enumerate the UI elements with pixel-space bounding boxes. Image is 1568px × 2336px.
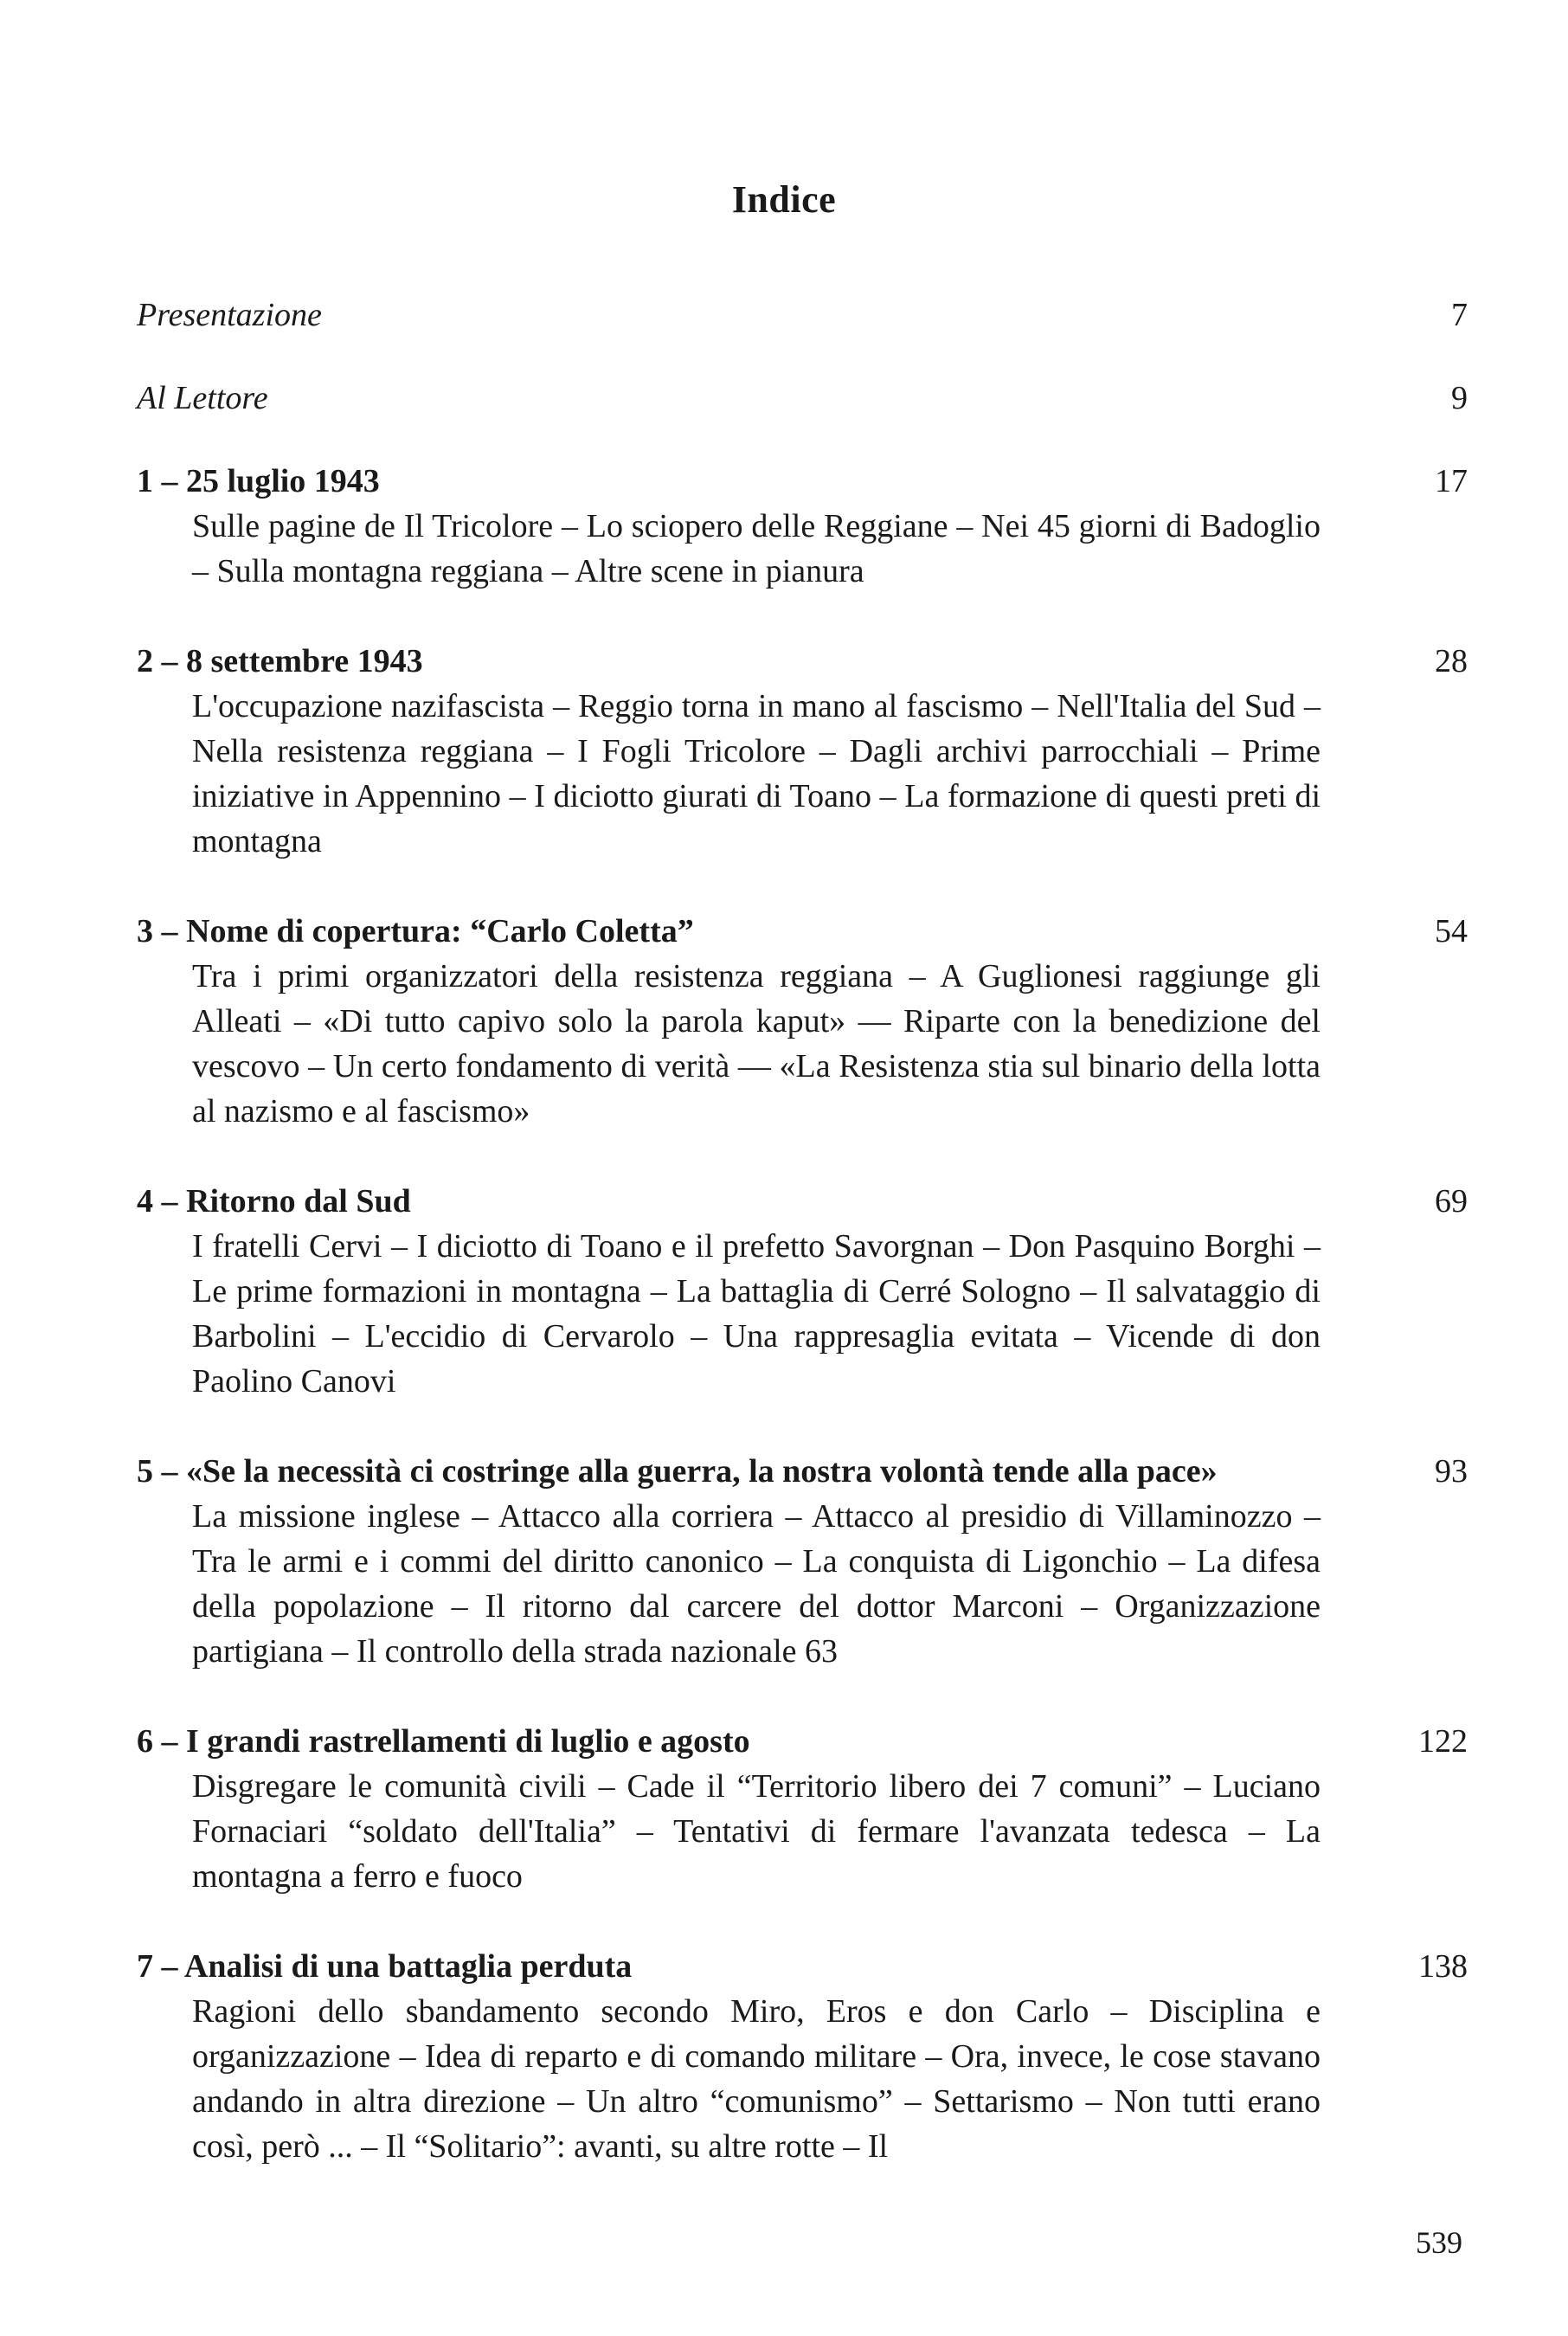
toc-entry-chapter-3 — [137, 909, 1468, 1134]
toc-entry-title: Al Lettore — [137, 380, 268, 416]
toc-entry-description: Tra i primi organizzatori della resistenza reggiana – A Guglionesi raggiunge gli Alleati – «Di tutto capivo solo la parola kaput» — Riparte con la benedizione del vescovo – Un certo fondamento di verità — «La Resistenza stia sul binario della lotta al nazismo e al fascismo» — [192, 958, 1321, 1129]
toc-entry-chapter-6 — [137, 1719, 1468, 1899]
toc-entry-title: 4 – Ritorno dal Sud — [137, 1183, 411, 1219]
toc-entry-description: I fratelli Cervi – I diciotto di Toano e il prefetto Savorgnan – Don Pasquino Borghi – Le prime formazioni in montagna – La battaglia di Cerré Sologno – Il salvataggio di Barbolini – L'eccidio di Cervarolo – Una rappresaglia evitata – Vicende di don Paolino Canovi — [192, 1228, 1321, 1400]
toc-entry-head — [137, 1449, 1468, 1494]
toc-entry-head — [137, 909, 1468, 954]
toc-entry-page-number: 7 — [1451, 297, 1468, 333]
toc-entry-title: 6 – I grandi rastrellamenti di luglio e agosto — [137, 1723, 750, 1760]
toc-entry-description: La missione inglese – Attacco alla corriera – Attacco al presidio di Villaminozzo – Tra le armi e i commi del diritto canonico – La conquista di Ligonchio – La difesa della popolazione – Il ritorno dal carcere del dottor Marconi – Organizzazione partigiana – Il controllo della strada nazionale 63 — [192, 1498, 1321, 1670]
toc-entry-chapter-7 — [137, 1944, 1468, 2169]
toc-entry-chapter-4 — [137, 1179, 1468, 1404]
toc-entry-page-number: 28 — [1435, 643, 1468, 679]
toc-entry-head — [137, 1944, 1468, 1989]
toc-entry-head — [137, 639, 1468, 684]
toc-entry-head — [137, 376, 1468, 421]
toc-entry-presentazione — [137, 293, 1468, 338]
toc-entry-description: L'occupazione nazifascista – Reggio torna in mano al fascismo – Nell'Italia del Sud – Nella resistenza reggiana – I Fogli Tricolore – Dagli archivi parrocchiali – Prime iniziative in Appennino – I diciotto giurati di Toano – La formazione di questi preti di montagna — [192, 688, 1321, 859]
toc-entry-chapter-1 — [137, 459, 1468, 594]
toc-entry-chapter-5 — [137, 1449, 1468, 1674]
toc-entry-head — [137, 459, 1468, 504]
toc-entry-title: 3 – Nome di copertura: “Carlo Coletta” — [137, 913, 694, 949]
toc-entry-head — [137, 1719, 1468, 1764]
toc-entry-description: Disgregare le comunità civili – Cade il “Territorio libero dei 7 comuni” – Luciano Fornaciari “soldato dell'Italia” – Tentativi di fermare l'avanzata tedesca – La montagna a ferro e fuoco — [192, 1768, 1321, 1895]
toc-entry-al-lettore — [137, 376, 1468, 421]
toc-entry-page-number: 54 — [1435, 913, 1468, 949]
toc-entry-title: Presentazione — [137, 297, 322, 333]
toc-entry-page-number: 69 — [1435, 1183, 1468, 1219]
toc-entry-description: Ragioni dello sbandamento secondo Miro, Eros e don Carlo – Disciplina e organizzazione – Idea di reparto e di comando militare – Ora, invece, le cose stavano andando in altra direzione – Un altro “comunismo” – Settarismo – Non tutti erano così, però ... – Il “Solitario”: avanti, su altre rotte – Il — [192, 1993, 1321, 2165]
toc-entry-description: Sulle pagine de Il Tricolore – Lo sciopero delle Reggiane – Nei 45 giorni di Badoglio – Sulla montagna reggiana – Altre scene in pianura — [192, 508, 1321, 589]
toc-entry-page-number: 122 — [1418, 1723, 1468, 1760]
toc-entry-head — [137, 1179, 1468, 1224]
table-of-contents — [137, 293, 1468, 2214]
page-number: 539 — [1416, 2225, 1462, 2260]
toc-entry-page-number: 93 — [1435, 1453, 1468, 1490]
toc-entry-page-number: 9 — [1451, 380, 1468, 416]
toc-entry-head — [137, 293, 1468, 338]
toc-entry-page-number: 138 — [1418, 1948, 1468, 1985]
toc-entry-page-number: 17 — [1435, 463, 1468, 499]
toc-entry-chapter-2 — [137, 639, 1468, 864]
toc-entry-title: 5 – «Se la necessità ci costringe alla guerra, la nostra volontà tende alla pace» — [137, 1453, 1218, 1490]
toc-entry-title: 1 – 25 luglio 1943 — [137, 463, 380, 499]
toc-entry-title: 2 – 8 settembre 1943 — [137, 643, 423, 679]
toc-entry-title: 7 – Analisi di una battaglia perduta — [137, 1948, 633, 1985]
page-title: Indice — [731, 178, 837, 222]
